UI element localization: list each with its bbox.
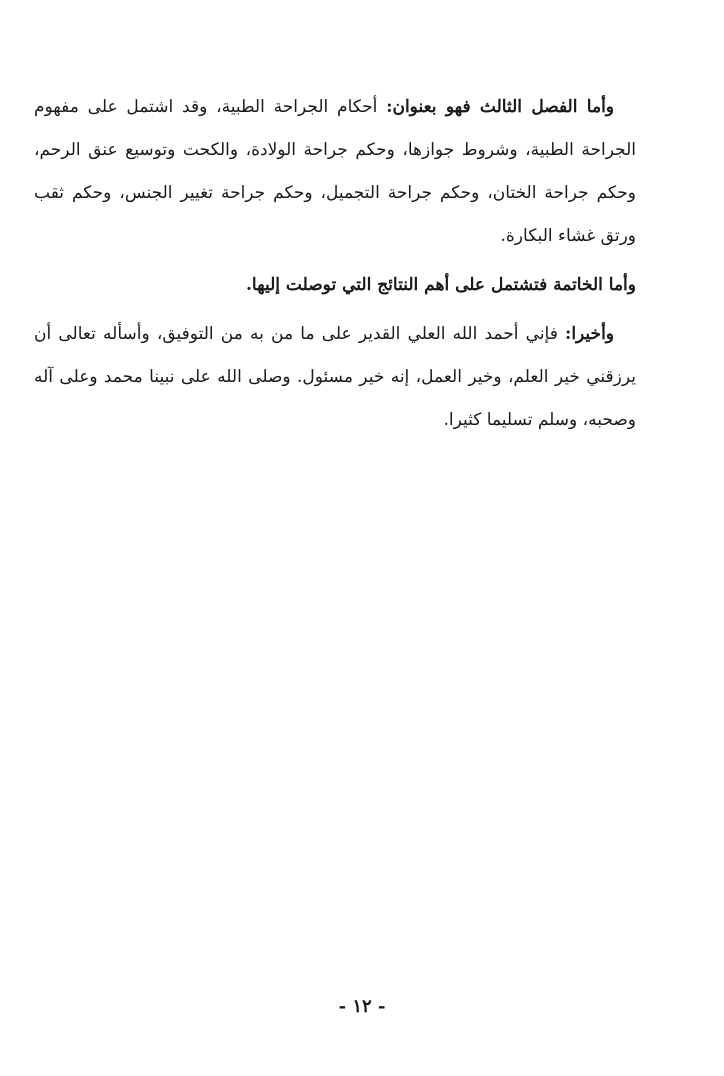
paragraph-lead: وأما الخاتمة فتشتمل على أهم النتائج التي توصلت إليها. [246, 275, 636, 295]
paragraph-lead: وأخيرا: [565, 324, 614, 344]
paragraph-body: فإني أحمد الله العلي القدير على ما من به من التوفيق، وأسأله تعالى أن يرزقني خير العلم، وخير العمل، إنه خير مسئول. وصلى الله على نبينا محمد وعلى آله وصحبه، وسلم تسليما كثيرا. [34, 324, 636, 430]
paragraph-lead: وأما الفصل الثالث فهو بعنوان: [386, 97, 614, 117]
paragraph-chapter-three [34, 86, 636, 258]
paragraph-body: أحكام الجراحة الطبية، وقد اشتمل على مفهوم الجراحة الطبية، وشروط جوازها، وحكم جراحة الولادة، والكحت وتوسيع عنق الرحم، وحكم جراحة الختان، وحكم جراحة التجميل، وحكم جراحة تغيير الجنس، وحكم ثقب ورتق غشاء البكارة. [34, 97, 636, 246]
paragraph-closing [34, 313, 636, 442]
page-number: - ١٢ - [338, 996, 386, 1017]
paragraph-conclusion [34, 264, 636, 307]
